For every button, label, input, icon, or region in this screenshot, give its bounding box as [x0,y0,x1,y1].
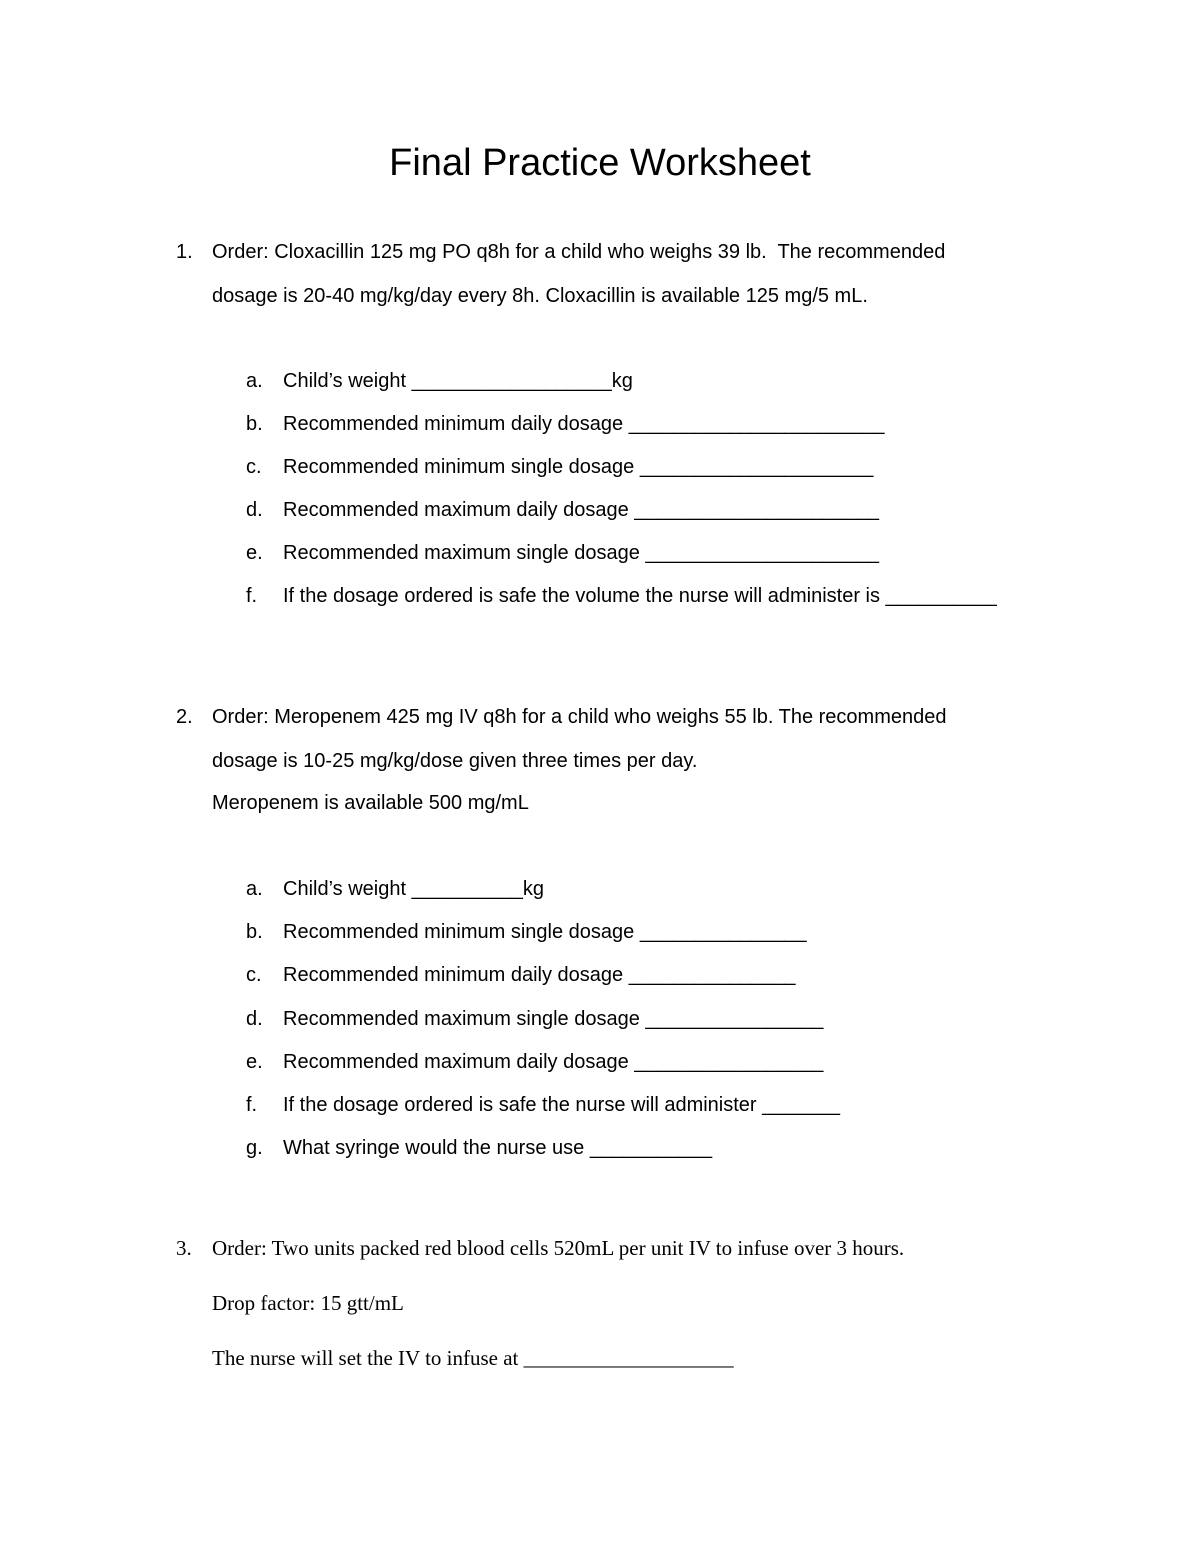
item-text: Recommended maximum single dosage _____________________ [283,542,879,564]
question-number: 3. [176,1236,192,1260]
item-letter: c. [246,964,262,986]
question-text-line: Order: Two units packed red blood cells 520mL per unit IV to infuse over 3 hours. [212,1236,905,1260]
question-text-line: Drop factor: 15 gtt/mL [212,1291,404,1315]
question-text-line: The nurse will set the IV to infuse at ____________________ [212,1346,734,1370]
item-text: Recommended maximum daily dosage ______________________ [283,499,879,521]
question-text-line: Order: Meropenem 425 mg IV q8h for a child who weighs 55 lb. The recommended [212,706,947,728]
item-letter: c. [246,456,262,478]
question-text-line: dosage is 20-40 mg/kg/day every 8h. Cloxacillin is available 125 mg/5 mL. [212,285,868,307]
item-letter: a. [246,370,263,392]
item-text: Child’s weight __________________kg [283,370,633,392]
item-text: Recommended maximum single dosage ________________ [283,1008,824,1030]
item-text: Child’s weight __________kg [283,878,544,900]
item-text: Recommended minimum single dosage _______________ [283,921,807,943]
item-letter: e. [246,1051,263,1073]
item-letter: g. [246,1137,263,1159]
item-text: Recommended minimum daily dosage _______________________ [283,413,885,435]
item-text: Recommended minimum single dosage _____________________ [283,456,874,478]
item-letter: f. [246,585,258,607]
question-text-line: Order: Cloxacillin 125 mg PO q8h for a child who weighs 39 lb. The recommended [212,241,946,263]
item-text: If the dosage ordered is safe the volume the nurse will administer is __________ [283,585,997,607]
question-text-line: Meropenem is available 500 mg/mL [212,792,529,814]
item-letter: d. [246,1008,263,1030]
question-number: 2. [176,706,193,728]
item-text: If the dosage ordered is safe the nurse will administer _______ [283,1094,841,1116]
question-number: 1. [176,241,193,263]
item-letter: e. [246,542,263,564]
item-letter: b. [246,921,263,943]
item-text: What syringe would the nurse use ___________ [283,1137,713,1159]
item-text: Recommended minimum daily dosage _______________ [283,964,796,986]
item-letter: b. [246,413,263,435]
page-title: Final Practice Worksheet [389,142,811,184]
item-letter: f. [246,1094,258,1116]
item-letter: d. [246,499,263,521]
item-letter: a. [246,878,263,900]
question-text-line: dosage is 10-25 mg/kg/dose given three times per day. [212,750,698,772]
item-text: Recommended maximum daily dosage _________________ [283,1051,824,1073]
